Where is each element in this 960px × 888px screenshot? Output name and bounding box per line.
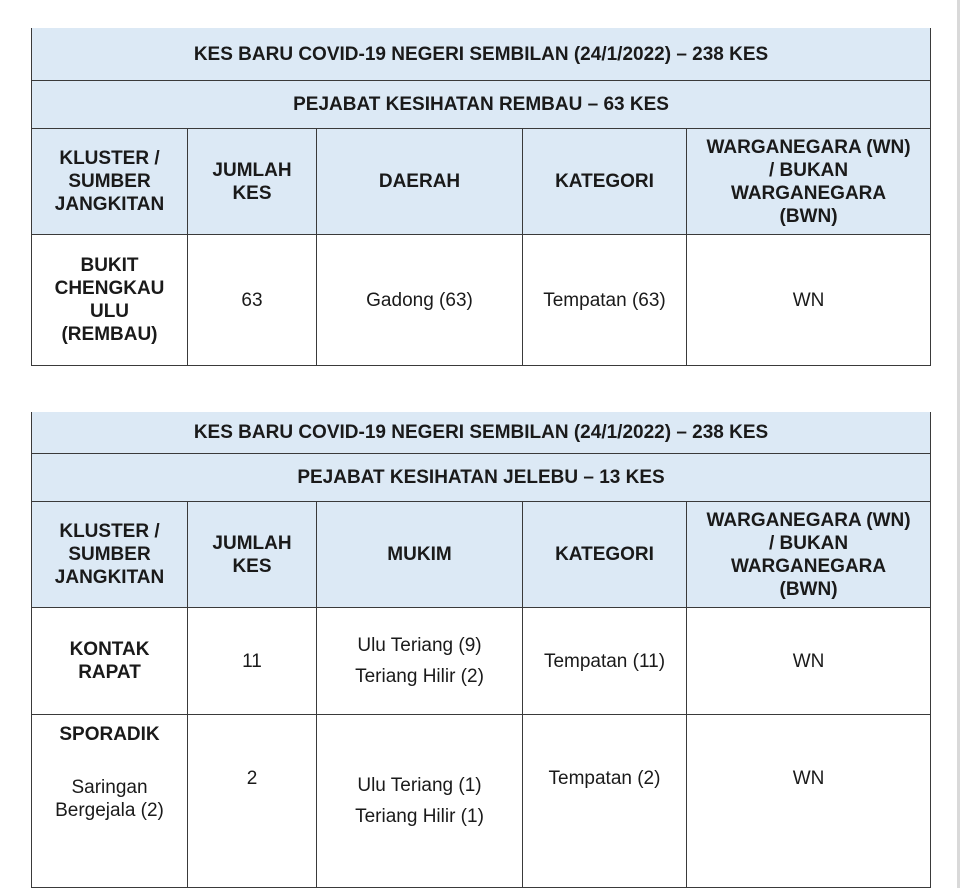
area-cell: Gadong (63)	[317, 235, 523, 366]
rembau-cases-table	[31, 28, 931, 366]
mukim-cell: Ulu Teriang (9) Teriang Hilir (2)	[317, 608, 523, 715]
cluster-title: SPORADIK	[59, 724, 160, 745]
cluster-cell: BUKIT CHENGKAU ULU (REMBAU)	[32, 235, 188, 366]
header-cases: JUMLAH KES	[188, 129, 317, 235]
cases-cell: 2	[188, 715, 317, 888]
citizenship-cell: WN	[687, 608, 931, 715]
category-cell: Tempatan (63)	[523, 235, 687, 366]
category-cell: Tempatan (2)	[523, 715, 687, 888]
jelebu-cases-table	[31, 412, 931, 888]
header-category: KATEGORI	[523, 502, 687, 608]
table-subtitle: PEJABAT KESIHATAN REMBAU – 63 KES	[32, 81, 931, 129]
table-title: KES BARU COVID-19 NEGERI SEMBILAN (24/1/2022) – 238 KES	[32, 28, 931, 81]
cases-cell: 11	[188, 608, 317, 715]
table-row	[32, 235, 931, 366]
cases-cell: 63	[188, 235, 317, 366]
citizenship-cell: WN	[687, 715, 931, 888]
header-mukim: MUKIM	[317, 502, 523, 608]
cluster-cell: KONTAK RAPAT	[32, 608, 188, 715]
header-citizenship: WARGANEGARA (WN) / BUKAN WARGANEGARA (BWN)	[687, 502, 931, 608]
header-cluster: KLUSTER / SUMBER JANGKITAN	[32, 502, 188, 608]
header-category: KATEGORI	[523, 129, 687, 235]
header-area: DAERAH	[317, 129, 523, 235]
header-cluster: KLUSTER / SUMBER JANGKITAN	[32, 129, 188, 235]
table-row	[32, 715, 931, 888]
table-row	[32, 608, 931, 715]
mukim-cell: Ulu Teriang (1) Teriang Hilir (1)	[317, 715, 523, 888]
table-subtitle: PEJABAT KESIHATAN JELEBU – 13 KES	[32, 454, 931, 502]
citizenship-cell: WN	[687, 235, 931, 366]
table-title: KES BARU COVID-19 NEGERI SEMBILAN (24/1/2022) – 238 KES	[32, 412, 931, 454]
header-citizenship: WARGANEGARA (WN) / BUKAN WARGANEGARA (BWN)	[687, 129, 931, 235]
header-cases: JUMLAH KES	[188, 502, 317, 608]
category-cell: Tempatan (11)	[523, 608, 687, 715]
cluster-cell: SPORADIK Saringan Bergejala (2)	[32, 715, 188, 888]
